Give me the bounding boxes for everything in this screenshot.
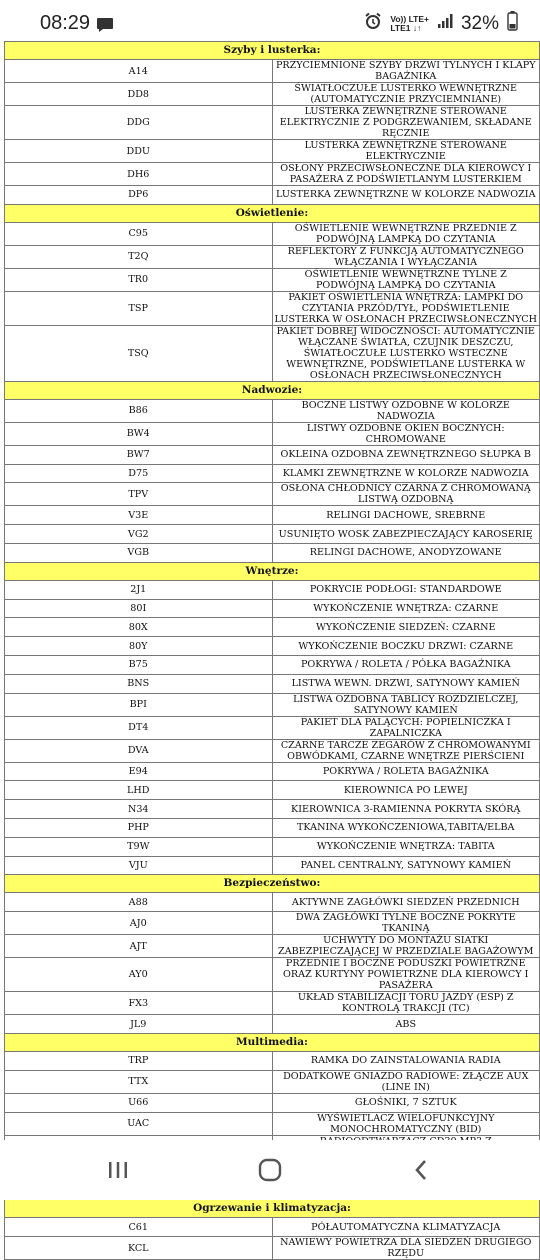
table-row (5, 655, 540, 674)
option-code: T9W (5, 837, 273, 856)
option-code: DP6 (5, 186, 273, 205)
table-row (5, 837, 540, 856)
back-icon (413, 1158, 429, 1182)
option-code: TPV (5, 483, 273, 506)
section-header (5, 42, 540, 60)
battery-icon (507, 11, 518, 36)
option-code: TTX (5, 1070, 273, 1093)
option-description: TKANINA WYKOŃCZENIOWA,TABITA/ELBA (272, 818, 540, 837)
table-row (5, 60, 540, 83)
table-row (5, 856, 540, 875)
table-row (5, 245, 540, 268)
message-icon (96, 17, 114, 38)
option-code: AJT (5, 935, 273, 958)
option-description: OSŁONY PRZECIWSŁONECZNE DLA KIEROWCY I PASAŻERA Z PODŚWIETLANYM LUSTERKIEM (272, 163, 540, 186)
option-description: LISTWY OZDOBNE OKIEN BOCZNYCH: CHROMOWANE (272, 422, 540, 445)
section-header (5, 562, 540, 580)
back-button[interactable] (391, 1154, 451, 1186)
option-code: DT4 (5, 716, 273, 739)
option-description: RELINGI DACHOWE, SREBRNE (272, 506, 540, 525)
table-row (5, 958, 540, 992)
section-title: Multimedia: (5, 1033, 540, 1051)
option-description: RAMKA DO ZAINSTALOWANIA RADIA (272, 1051, 540, 1070)
option-description: GŁOŚNIKI, 7 SZTUK (272, 1093, 540, 1112)
option-code: AY0 (5, 958, 273, 992)
option-code: V3E (5, 506, 273, 525)
table-row (5, 1112, 540, 1135)
option-code: DH6 (5, 163, 273, 186)
table-row (5, 781, 540, 800)
option-code: T2Q (5, 245, 273, 268)
option-code: BW7 (5, 445, 273, 464)
options-table (4, 41, 540, 1260)
table-row (5, 599, 540, 618)
option-code: VGB (5, 543, 273, 562)
table-row (5, 525, 540, 544)
option-description: LUSTERKA ZEWNĘTRZNE STEROWANE ELEKTRYCZNIE (272, 140, 540, 163)
option-description: LUSTERKA ZEWNĘTRZNE STEROWANE ELEKTRYCZNIE Z PODGRZEWANIEM, SKŁADANE RĘCZNIE (272, 106, 540, 140)
clock: 08:29 (40, 12, 91, 34)
option-description: USUNIĘTO WOSK ZABEZPIECZAJĄCY KAROSERIĘ (272, 525, 540, 544)
option-description: PAKIET DLA PALĄCYCH: POPIELNICZKA I ZAPALNICZKA (272, 716, 540, 739)
option-code: DVA (5, 739, 273, 762)
table-row (5, 580, 540, 599)
option-description: PRZEDNIE I BOCZNE PODUSZKI POWIETRZNE ORAZ KURTYNY POWIETRZNE DLA KIEROWCY I PASAŻERA (272, 958, 540, 992)
option-description: DWA ZAGŁÓWKI TYLNE BOCZNE POKRYTE TKANINĄ (272, 912, 540, 935)
option-description: NAWIEWY POWIETRZA DLA SIEDZEŃ DRUGIEGO RZĘDU (272, 1237, 540, 1260)
table-row (5, 140, 540, 163)
option-description: OKLEINA OZDOBNA ZEWNĘTRZNEGO SŁUPKA B (272, 445, 540, 464)
option-description: WYŚWIETLACZ WIELOFUNKCYJNY MONOCHROMATYCZNY (BID) (272, 1112, 540, 1135)
status-bar (0, 0, 540, 44)
table-row (5, 893, 540, 912)
option-code: A14 (5, 60, 273, 83)
option-code: UAC (5, 1112, 273, 1135)
section-header (5, 1033, 540, 1051)
section-title: Wnętrze: (5, 562, 540, 580)
option-description: OŚWIETLENIE WEWNĘTRZNE PRZEDNIE Z PODWÓJNĄ LAMPKĄ DO CZYTANIA (272, 222, 540, 245)
table-row (5, 618, 540, 637)
option-description: PANEL CENTRALNY, SATYNOWY KAMIEŃ (272, 856, 540, 875)
option-description: POKRYWA / ROLETA / PÓŁKA BAGAŻNIKA (272, 655, 540, 674)
network-indicator: Vo)) LTE+ LTE1 ↓↑ (390, 13, 429, 33)
option-code: E94 (5, 762, 273, 781)
option-code: C95 (5, 222, 273, 245)
option-code: TSQ (5, 325, 273, 381)
option-description: KLAMKI ZEWNĘTRZNE W KOLORZE NADWOZIA (272, 464, 540, 483)
option-code: C61 (5, 1218, 273, 1237)
option-code: LHD (5, 781, 273, 800)
table-row (5, 912, 540, 935)
option-code: A88 (5, 893, 273, 912)
section-title: Szyby i lusterka: (5, 42, 540, 60)
table-row (5, 674, 540, 693)
signal-icon (437, 13, 453, 34)
option-code: TRP (5, 1051, 273, 1070)
option-code: PHP (5, 818, 273, 837)
option-description: REFLEKTORY Z FUNKCJĄ AUTOMATYCZNEGO WŁĄCZANIA I WYŁĄCZANIA (272, 245, 540, 268)
option-code: TR0 (5, 268, 273, 291)
section-title: Oświetlenie: (5, 204, 540, 222)
option-code: VJU (5, 856, 273, 875)
section-header (5, 381, 540, 399)
option-description: DODATKOWE GNIAZDO RADIOWE: ZŁĄCZE AUX (LINE IN) (272, 1070, 540, 1093)
option-code: TSP (5, 291, 273, 325)
option-description: POKRYCIE PODŁOGI: STANDARDOWE (272, 580, 540, 599)
option-code: B75 (5, 655, 273, 674)
table-row (5, 422, 540, 445)
option-description: LISTWA WEWN. DRZWI, SATYNOWY KAMIEŃ (272, 674, 540, 693)
table-row (5, 739, 540, 762)
option-code: BW4 (5, 422, 273, 445)
table-row (5, 1015, 540, 1034)
table-row (5, 543, 540, 562)
options-table-container (0, 41, 540, 1260)
table-row (5, 1051, 540, 1070)
alarm-icon (364, 12, 382, 35)
table-row (5, 83, 540, 106)
option-code: BNS (5, 674, 273, 693)
section-header (5, 875, 540, 893)
table-row (5, 716, 540, 739)
recent-apps-icon (107, 1160, 129, 1180)
option-code: JL9 (5, 1015, 273, 1034)
section-title: Nadwozie: (5, 381, 540, 399)
option-description: KIEROWNICA PO LEWEJ (272, 781, 540, 800)
table-row (5, 1237, 540, 1260)
option-description: PAKIET OŚWIETLENIA WNĘTRZA: LAMPKI DO CZYTANIA PRZÓD/TYŁ, PODŚWIETLENIE LUSTERKA W OSŁONACH PRZECIWSŁONECZNYCH (272, 291, 540, 325)
option-code: DD8 (5, 83, 273, 106)
option-description: WYKOŃCZENIE WNĘTRZA: TABITA (272, 837, 540, 856)
option-code: BPI (5, 693, 273, 716)
option-description: OŚWIETLENIE WEWNĘTRZNE TYLNE Z PODWÓJNĄ LAMPKĄ DO CZYTANIA (272, 268, 540, 291)
option-description: LUSTERKA ZEWNĘTRZNE W KOLORZE NADWOZIA (272, 186, 540, 205)
table-row (5, 800, 540, 819)
option-code: VG2 (5, 525, 273, 544)
option-description: AKTYWNE ZAGŁÓWKI SIEDZEŃ PRZEDNICH (272, 893, 540, 912)
battery-percent: 32% (460, 12, 499, 34)
table-row (5, 1070, 540, 1093)
option-code: 80I (5, 599, 273, 618)
table-row (5, 483, 540, 506)
option-description: ABS (272, 1015, 540, 1034)
option-code: KCL (5, 1237, 273, 1260)
table-row (5, 291, 540, 325)
option-code: D75 (5, 464, 273, 483)
section-title: Ogrzewanie i klimatyzacja: (5, 1200, 540, 1218)
option-description: OSŁONA CHŁODNICY CZARNA Z CHROMOWANĄ LISTWĄ OZDOBNĄ (272, 483, 540, 506)
option-code: AJ0 (5, 912, 273, 935)
table-row (5, 762, 540, 781)
table-row (5, 992, 540, 1015)
table-row (5, 1218, 540, 1237)
table-row (5, 506, 540, 525)
table-row (5, 186, 540, 205)
table-row (5, 163, 540, 186)
table-row (5, 445, 540, 464)
option-code: B86 (5, 399, 273, 422)
table-row (5, 637, 540, 656)
option-code: 2J1 (5, 580, 273, 599)
option-description: PAKIET DOBREJ WIDOCZNOŚCI: AUTOMATYCZNIE WŁĄCZANE ŚWIATŁA, CZUJNIK DESZCZU, ŚWIATŁOCZUŁE LUSTERKO WSTECZNE WEWNĘTRZNE, PODŚWIETLANE LUSTERKA W OSŁONACH PRZECIWSŁONECZNYCH (272, 325, 540, 381)
option-description: CZARNE TARCZE ZEGARÓW Z CHROMOWANYMI OBWÓDKAMI, CZARNE WNĘTRZE PIERŚCIENI (272, 739, 540, 762)
option-code: FX3 (5, 992, 273, 1015)
option-code: DDG (5, 106, 273, 140)
table-row (5, 106, 540, 140)
table-row (5, 222, 540, 245)
table-row (5, 464, 540, 483)
table-row (5, 268, 540, 291)
option-description: POKRYWA / ROLETA BAGAŻNIKA (272, 762, 540, 781)
option-description: KIEROWNICA 3-RAMIENNA POKRYTA SKÓRĄ (272, 800, 540, 819)
navigation-bar (0, 1140, 540, 1200)
home-button[interactable] (240, 1154, 300, 1186)
section-title: Bezpieczeństwo: (5, 875, 540, 893)
option-description: LISTWA OZDOBNA TABLICY ROZDZIELCZEJ, SATYNOWY KAMIEŃ (272, 693, 540, 716)
table-row (5, 399, 540, 422)
option-description: PÓŁAUTOMATYCZNA KLIMATYZACJA (272, 1218, 540, 1237)
option-description: UCHWYTY DO MONTAŻU SIATKI ZABEZPIECZAJĄCEJ W PRZEDZIALE BAGAŻOWYM (272, 935, 540, 958)
home-icon (258, 1158, 282, 1182)
section-header (5, 1200, 540, 1218)
table-row (5, 1093, 540, 1112)
option-code: N34 (5, 800, 273, 819)
option-description: BOCZNE LISTWY OZDOBNE W KOLORZE NADWOZIA (272, 399, 540, 422)
table-row (5, 818, 540, 837)
option-description: UKŁAD STABILIZACJI TORU JAZDY (ESP) Z KONTROLĄ TRAKCJI (TC) (272, 992, 540, 1015)
option-code: 80Y (5, 637, 273, 656)
table-row (5, 935, 540, 958)
option-code: DDU (5, 140, 273, 163)
option-code: 80X (5, 618, 273, 637)
option-description: WYKOŃCZENIE SIEDZEŃ: CZARNE (272, 618, 540, 637)
option-description: RELINGI DACHOWE, ANODYZOWANE (272, 543, 540, 562)
table-row (5, 325, 540, 381)
option-description: PRZYCIEMNIONE SZYBY DRZWI TYLNYCH I KLAPY BAGAŻNIKA (272, 60, 540, 83)
option-code: U66 (5, 1093, 273, 1112)
option-description: ŚWIATŁOCZUŁE LUSTERKO WEWNĘTRZNE (AUTOMATYCZNIE PRZYCIEMNIANE) (272, 83, 540, 106)
table-row (5, 693, 540, 716)
section-header (5, 204, 540, 222)
option-description: WYKOŃCZENIE WNĘTRZA: CZARNE (272, 599, 540, 618)
option-description: WYKOŃCZENIE BOCZKU DRZWI: CZARNE (272, 637, 540, 656)
recent-apps-button[interactable] (88, 1154, 148, 1186)
